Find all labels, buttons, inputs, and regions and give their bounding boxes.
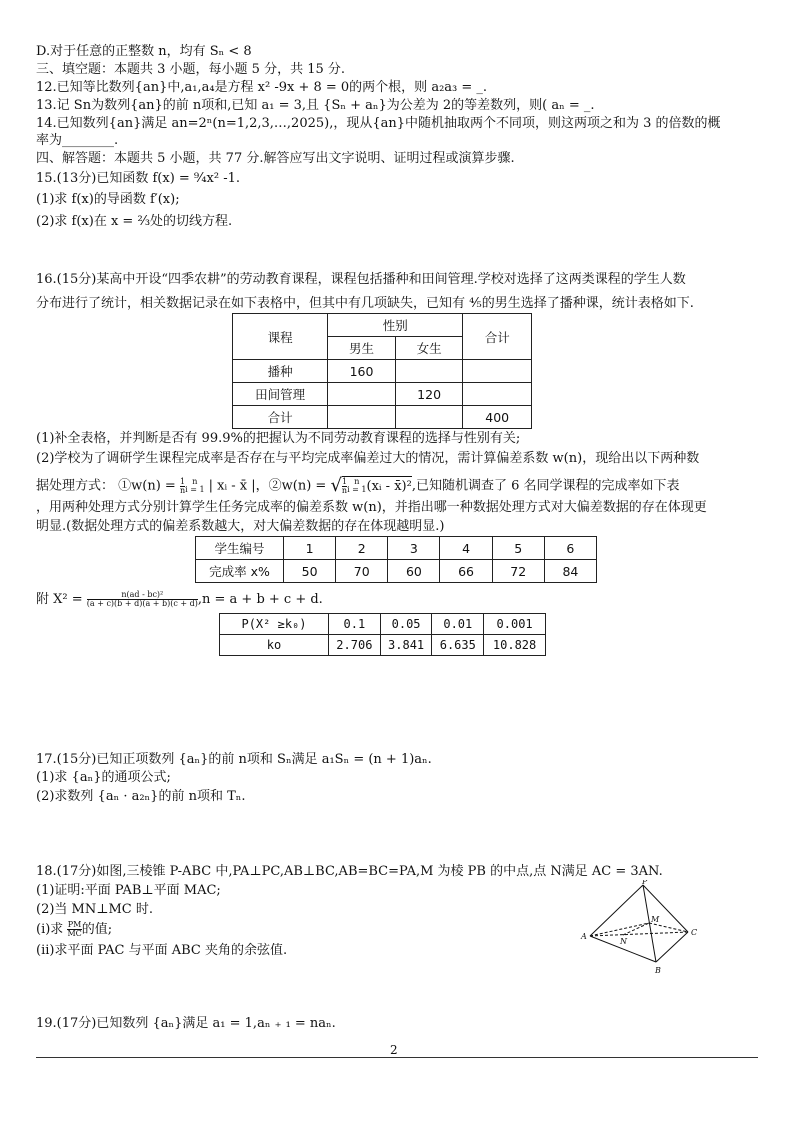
table-cell: 50 — [284, 560, 336, 583]
sum-numerator: 1 — [179, 476, 186, 486]
formula-text-c: (xᵢ - x̄)² — [366, 478, 412, 494]
sqrt-numerator: 1 — [341, 476, 348, 486]
table-cell: 0.01 — [432, 614, 484, 635]
pm-mc-fraction — [67, 921, 81, 938]
question-15-part1: (1)求 f(x)的导函数 f′(x); — [36, 192, 180, 207]
question-14-line1: 14.已知数列{an}满足 an=2ⁿ(n=1,2,3,…,2025),，现从{an}中随机抽取两个不同项，则这两项之和为 3 的倍数的概 — [36, 116, 721, 131]
question-18-part2-ii: (ii)求平面 PAC 与平面 ABC 夹角的余弦值. — [36, 943, 288, 958]
table-cell: 60 — [388, 560, 440, 583]
total-header: 合计 — [463, 314, 532, 360]
gender-header: 性别 — [328, 314, 463, 337]
table-cell: 84 — [544, 560, 596, 583]
chi-square-formula — [36, 589, 323, 611]
question-13: 13.记 Sn为数列{an}的前 n项和,已知 a₁ = 3,且 {Sₙ + aₙ}为公差为 2的等差数列，则( aₙ = _. — [36, 98, 595, 113]
label-n: N — [620, 937, 627, 946]
pm-numerator: PM — [67, 920, 82, 929]
page-number: 2 — [390, 1043, 398, 1057]
question-18-part2-i — [36, 919, 112, 941]
q18i-text-b: 的值; — [81, 922, 113, 937]
gender-course-table — [232, 313, 532, 429]
question-16-line2: 分布进行了统计，相关数据记录在如下表格中，但其中有几项缺失，已知有 ⁴⁄₅的男生选择了播种课，统计表格如下. — [36, 296, 694, 311]
formula-text-b: | xᵢ - x̄ |，②w(n) = — [204, 478, 331, 494]
male-header: 男生 — [328, 337, 396, 360]
sqrt-icon: √ — [330, 475, 342, 496]
sum-sign — [185, 478, 204, 494]
chi-denominator: (a + c)(b + d)(a + b)(c + d) — [86, 599, 198, 608]
table-cell: 0.1 — [329, 614, 381, 635]
table-cell: 0.05 — [380, 614, 432, 635]
sum-top: n — [192, 477, 198, 486]
chi-text-b: ,n = a + b + c + d. — [197, 592, 323, 607]
question-17: 17.(15分)已知正项数列 {aₙ}的前 n项和 Sₙ满足 a₁Sₙ = (n + 1)aₙ. — [36, 752, 432, 767]
table-cell: 2 — [336, 537, 388, 560]
table-cell: 120 — [395, 383, 463, 406]
formula-line — [36, 475, 679, 498]
question-18-part2: (2)当 MN⊥MC 时. — [36, 902, 153, 917]
table-cell — [328, 383, 396, 406]
question-18-part1: (1)证明:平面 PAB⊥平面 MAC; — [36, 883, 221, 898]
question-18: 18.(17分)如图,三棱锥 P-ABC 中,PA⊥PC,AB⊥BC,AB=BC=PA,M 为棱 PB 的中点,点 N满足 AC = 3AN. — [36, 864, 663, 879]
sqrt-sum-top: n — [354, 477, 360, 486]
question-17-part2: (2)求数列 {aₙ · a₂ₙ}的前 n项和 Tₙ. — [36, 789, 246, 804]
sum-denominator: n — [179, 485, 186, 495]
line-option-d: D.对于任意的正整数 n，均有 Sₙ < 8 — [36, 44, 252, 59]
table-cell — [395, 406, 463, 429]
sqrt-sum-sign — [347, 478, 366, 494]
label-c: C — [691, 928, 698, 937]
female-header: 女生 — [395, 337, 463, 360]
completion-rate-table — [195, 536, 597, 583]
section-4-title: 四、解答题：本题共 5 小题，共 77 分.解答应写出文字说明、证明过程或演算步骤. — [36, 151, 515, 166]
table-cell — [463, 383, 532, 406]
table-cell: ko — [220, 635, 329, 656]
table-cell: 完成率 x% — [196, 560, 284, 583]
table-cell — [395, 360, 463, 383]
sum-bottom: i = 1 — [185, 485, 205, 494]
table-cell: 66 — [440, 560, 492, 583]
question-15-part2: (2)求 f(x)在 x = ²⁄₃处的切线方程. — [36, 214, 233, 229]
question-14-line2: 率为________. — [36, 133, 119, 148]
sqrt-body — [342, 476, 412, 497]
label-m: M — [651, 915, 660, 924]
question-16-part2: (2)学校为了调研学生课程完成率是否存在与平均完成率偏差过大的情况，需计算偏差系数 w(n)，现给出以下两种数 — [36, 451, 700, 466]
course-header: 课程 — [233, 314, 328, 360]
table-cell — [463, 360, 532, 383]
question-12: 12.已知等比数列{an}中,a₁,a₄是方程 x² -9x + 8 = 0的两个根，则 a₂a₃ = _. — [36, 80, 488, 95]
chi-text-a: 附 X² = — [36, 592, 87, 607]
question-16-line-cont2: 明显.(数据处理方式的偏差系数越大，对大偏差数据的存在体现越明显.) — [36, 519, 445, 534]
formula-text-a: 据处理方式： ①w(n) = — [36, 478, 180, 494]
question-19: 19.(17分)已知数列 {aₙ}满足 a₁ = 1,aₙ ₊ ₁ = naₙ. — [36, 1016, 336, 1031]
critical-value-table — [219, 613, 546, 656]
table-cell: 4 — [440, 537, 492, 560]
table-cell: 70 — [336, 560, 388, 583]
pyramid-figure — [580, 880, 710, 980]
table-cell: P(X² ≥k₀) — [220, 614, 329, 635]
table-cell: 5 — [492, 537, 544, 560]
row-label: 合计 — [233, 406, 328, 429]
edge-mc — [649, 923, 688, 932]
label-a: A — [581, 932, 587, 941]
table-cell: 400 — [463, 406, 532, 429]
question-16-part1: (1)补全表格，并判断是否有 99.9%的把握认为不同劳动教育课程的选择与性别有关; — [36, 431, 521, 446]
label-p: P — [642, 880, 648, 886]
table-cell: 72 — [492, 560, 544, 583]
sqrt-denominator: n — [341, 485, 348, 495]
section-3-title: 三、填空题：本题共 3 小题，每小题 5 分，共 15 分. — [36, 62, 346, 77]
q18i-text-a: (i)求 — [36, 922, 68, 937]
row-label: 田间管理 — [233, 383, 328, 406]
table-cell: 160 — [328, 360, 396, 383]
question-17-part1: (1)求 {aₙ}的通项公式; — [36, 770, 171, 785]
question-15: 15.(13分)已知函数 f(x) = ⁹⁄₄x² -1. — [36, 171, 241, 186]
table-cell: 3 — [388, 537, 440, 560]
question-16-line1: 16.(15分)某高中开设“四季农耕”的劳动教育课程，课程包括播种和田间管理.学校对选择了这两类课程的学生人数 — [36, 272, 686, 287]
table-cell — [328, 406, 396, 429]
table-cell: 2.706 — [329, 635, 381, 656]
question-16-line-cont1: ，用两种处理方式分别计算学生任务完成率的偏差系数 w(n)，并指出哪一种数据处理方式对大偏差数据的存在体现更 — [36, 500, 707, 515]
formula-text-d: ,已知随机调查了 6 名同学课程的完成率如下表 — [411, 478, 680, 494]
table-cell: 1 — [284, 537, 336, 560]
mc-denominator: MC — [67, 929, 82, 938]
table-cell: 学生编号 — [196, 537, 284, 560]
table-cell: 10.828 — [484, 635, 546, 656]
sqrt-sum-bottom: i = 1 — [347, 485, 367, 494]
table-cell: 3.841 — [380, 635, 432, 656]
table-cell: 6.635 — [432, 635, 484, 656]
table-cell: 6 — [544, 537, 596, 560]
chi-fraction — [87, 591, 198, 608]
label-b: B — [655, 966, 661, 975]
edge-pa — [590, 885, 643, 936]
edge-nm — [623, 923, 649, 935]
footer-divider — [36, 1057, 758, 1058]
edge-bc — [656, 932, 688, 962]
chi-numerator: n(ad - bc)² — [87, 591, 198, 600]
row-label: 播种 — [233, 360, 328, 383]
table-cell: 0.001 — [484, 614, 546, 635]
